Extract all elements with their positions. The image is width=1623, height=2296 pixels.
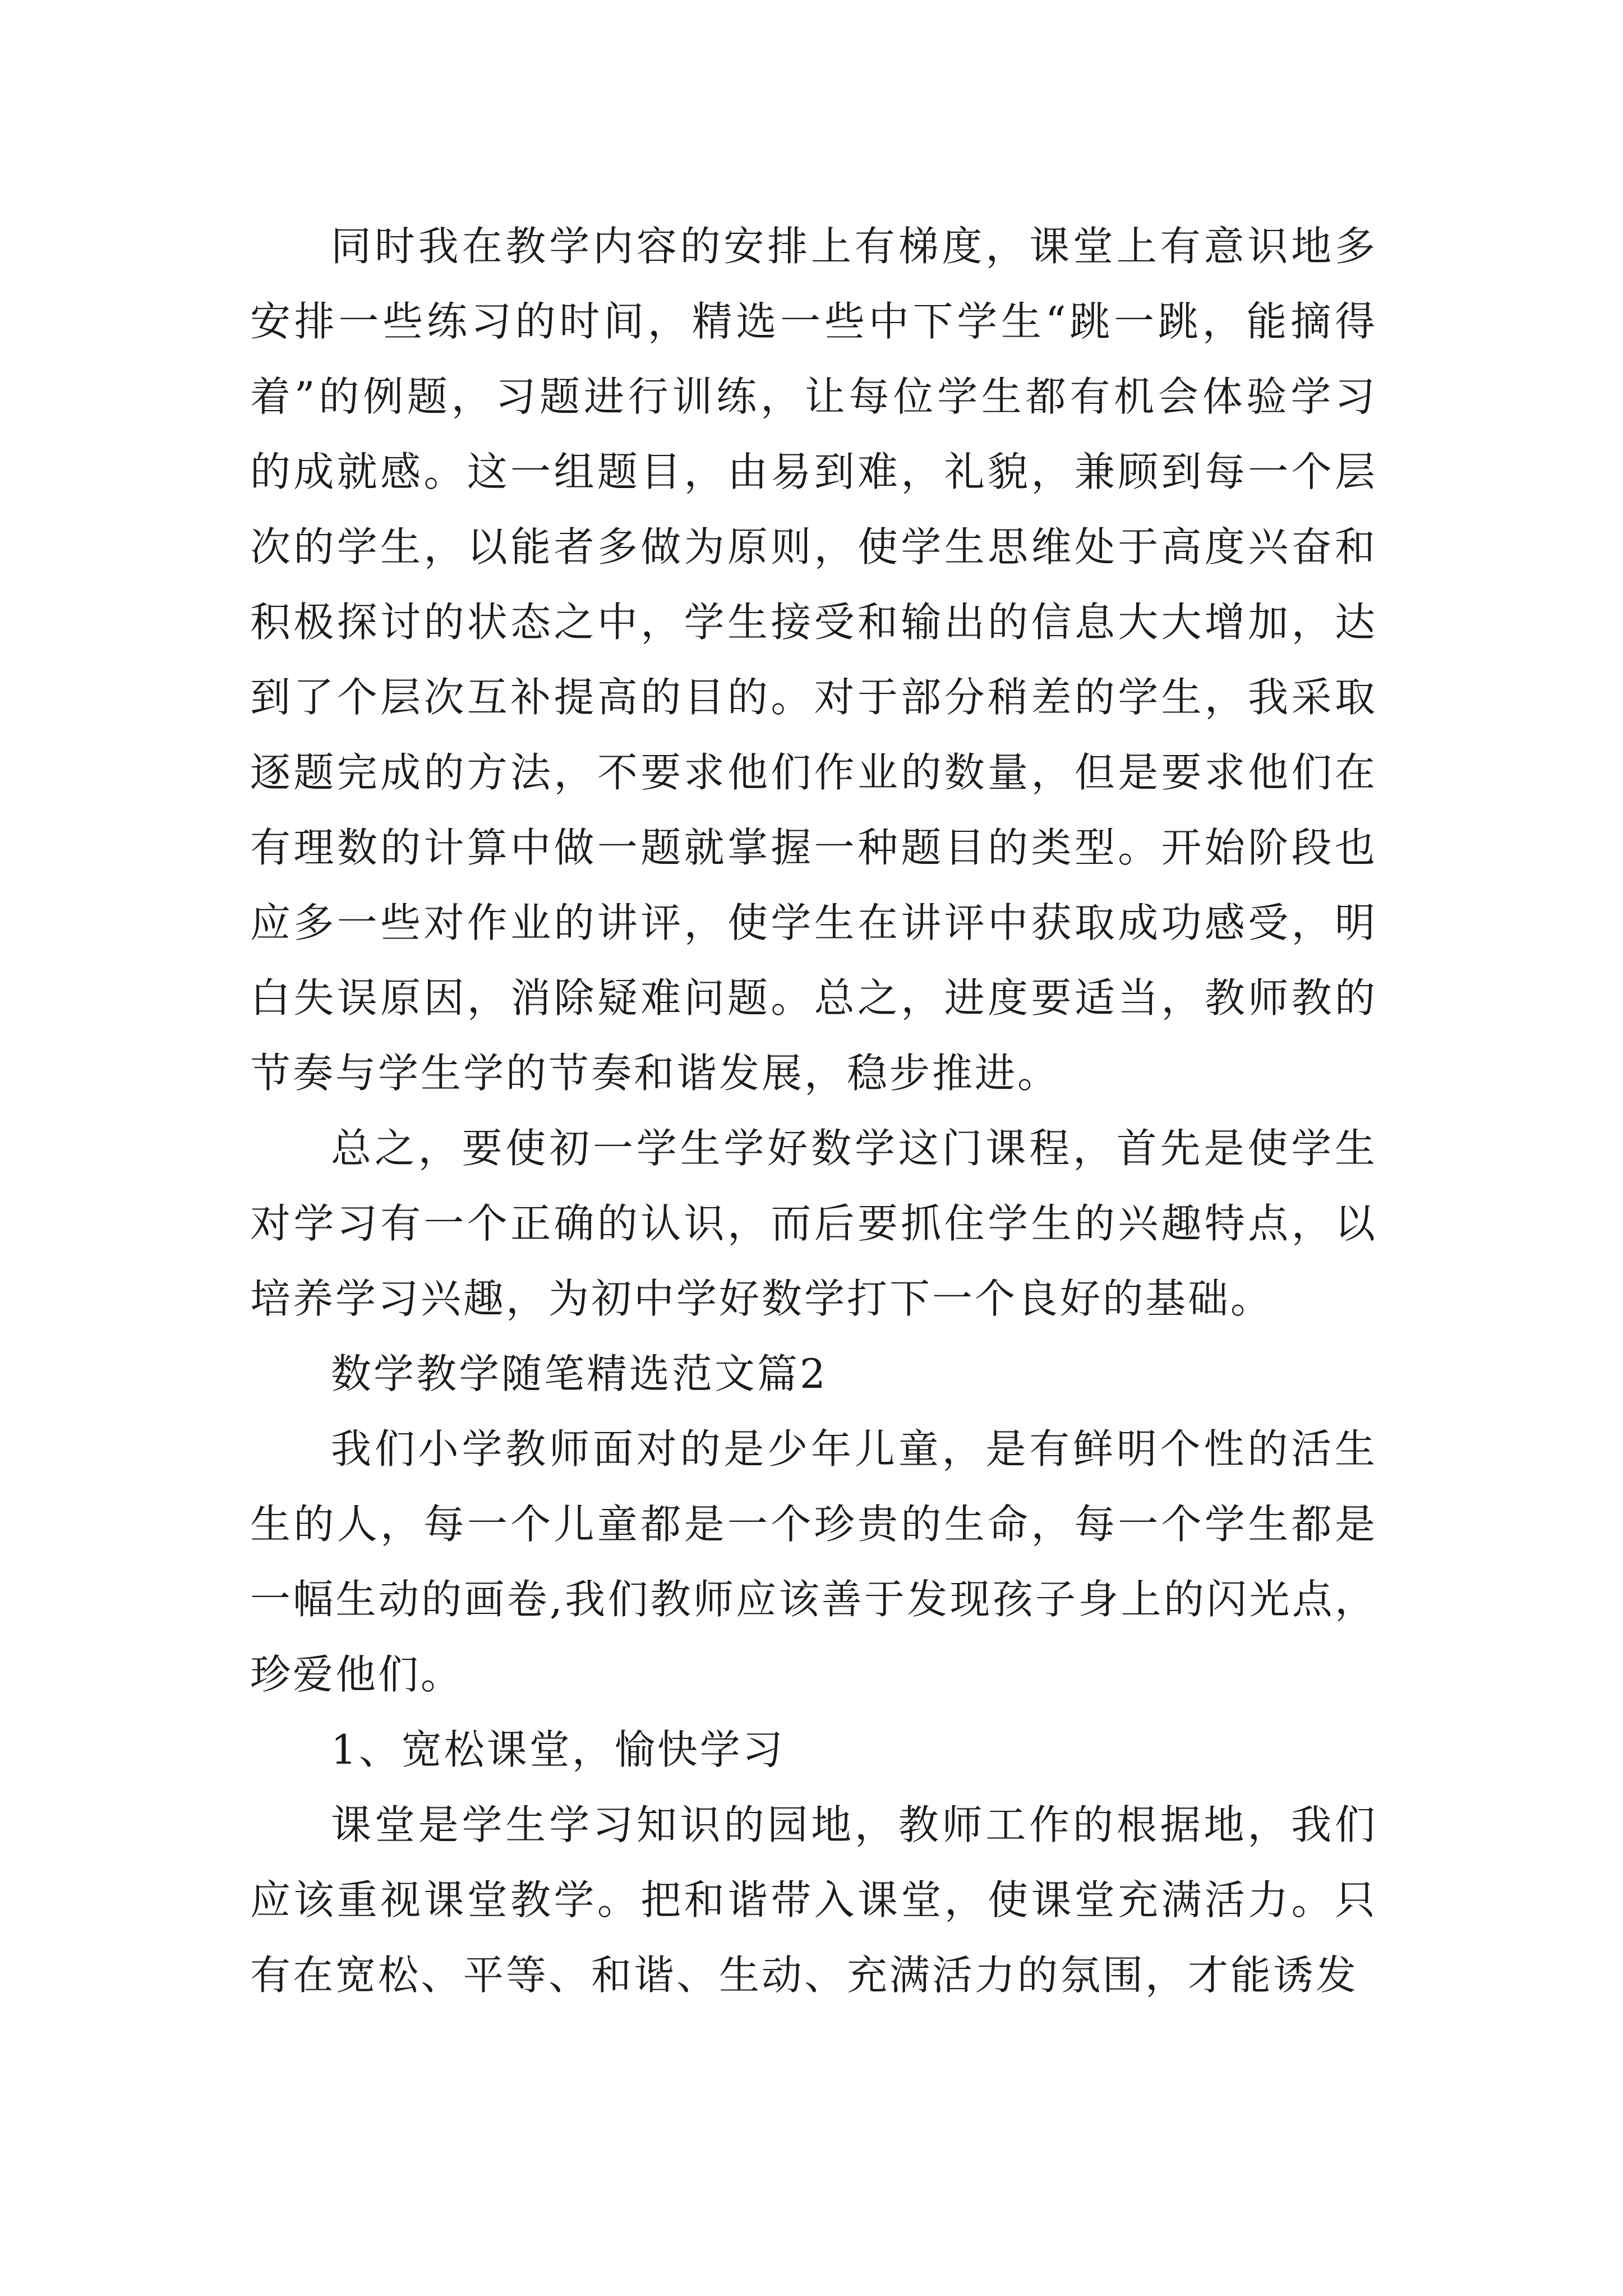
paragraph-gradient-teaching: 同时我在教学内容的安排上有梯度，课堂上有意识地多安排一些练习的时间，精选一些中下学生“跳一跳，能摘得着”的例题，习题进行训练，让每位学生都有机会体验学习的成就感。这一组题目，由易到难，礼貌，兼顾到每一个层次的学生，以能者多做为原则，使学生思维处于高度兴奋和积极探讨的状态之中，学生接受和输出的信息大大增加，达到了个层次互补提高的目的。对于部分稍差的学生，我采取逐题完成的方法，不要求他们作业的数量，但是要求他们在有理数的计算中做一题就掌握一种题目的类型。开始阶段也应多一些对作业的讲评，使学生在讲评中获取成功感受，明白失误原因，消除疑难问题。总之，进度要适当，教师教的节奏与学生学的节奏和谐发展，稳步推进。: [250, 223, 1377, 1097]
subheading-relaxed-classroom: 1、宽松课堂，愉快学习: [331, 1726, 785, 1773]
section-title-article-2: 数学教学随笔精选范文篇2: [331, 1350, 828, 1397]
paragraph-students-intro: 我们小学教师面对的是少年儿童，是有鲜明个性的活生生的人，每一个儿童都是一个珍贵的生命，每一个学生都是一幅生动的画卷,我们教师应该善于发现孩子身上的闪光点，珍爱他们。: [250, 1425, 1377, 1698]
document-body: [250, 209, 1377, 2013]
paragraph-classroom: 课堂是学生学习知识的园地，教师工作的根据地，我们应该重视课堂教学。把和谐带入课堂，使课堂充满活力。只有在宽松、平等、和谐、生动、充满活力的氛围，才能诱发: [250, 1801, 1377, 1999]
paragraph-conclusion: 总之，要使初一学生学好数学这门课程，首先是使学生对学习有一个正确的认识，而后要抓住学生的兴趣特点，以培养学习兴趣，为初中学好数学打下一个良好的基础。: [250, 1125, 1377, 1322]
